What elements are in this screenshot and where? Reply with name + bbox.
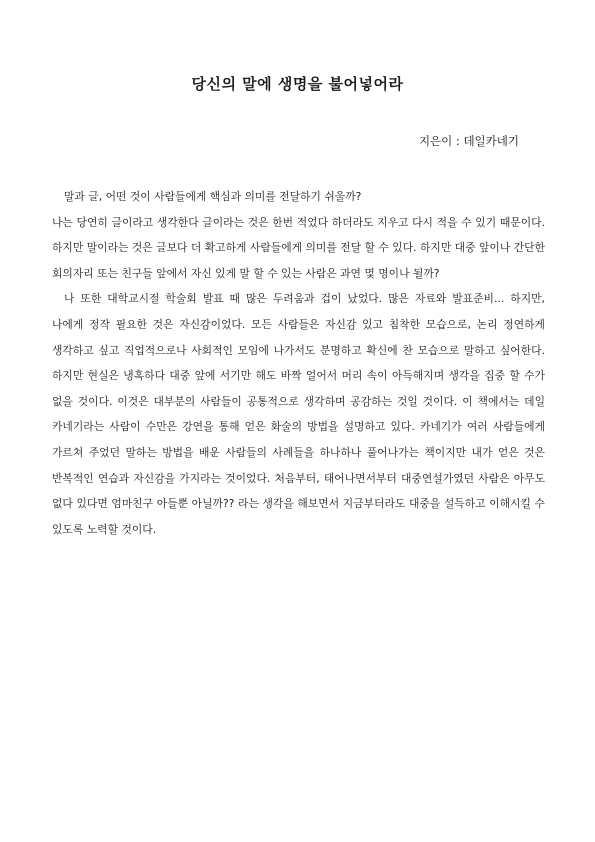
- paragraph-writing-vs-speaking: 나는 당연히 글이라고 생각한다 글이라는 것은 한번 적었다 하더라도 지우고 다시 적을 수 있기 때문이다. 하지만 말이라는 것은 글보다 더 확고하게 사람들에게 의미를 전달 할 수 있다. 하지만 대중 앞이나 간단한 회의자리 또는 친구들 앞에서 자신 있게 말 할 수 있는 사람은 과연 몇 명이나 될까?: [52, 215, 545, 280]
- document-body: [52, 184, 545, 542]
- author-line: 지은이 : 데일카네기: [418, 134, 519, 148]
- paragraph-personal-reflection: 나 또한 대학교시절 학술회 발표 때 많은 두려움과 겁이 났었다. 많은 자료와 발표준비... 하지만, 나에게 정작 필요한 것은 자신감이었다. 모든 사람들은 자신감 있고 침착한 모습으로, 논리 정연하게 생각하고 싶고 직업적으로나 사회적인 모임에 나가서도 분명하고 확신에 찬 모습으로 말하고 싶어한다. 하지만 현실은 냉혹하다 대중 앞에 서기만 해도 바짝 얼어서 머리 속이 아득해지며 생각을 집중 할 수가 없을 것이다. 이것은 대부분의 사람들이 공통적으로 생각하며 공감하는 것일 것이다. 이 책에서는 데일 카네기라는 사람이 수만은 강연을 통해 얻은 화술의 방법을 설명하고 있다. 카네기가 여러 사람들에게 가르쳐 주었던 말하는 방법을 배운 사람들의 사례들을 하나하나 풀어나가는 책이지만 내가 얻은 것은 반복적인 연습과 자신감을 가지라는 것이었다. 처음부터, 태어나면서부터 대중연설가였던 사람은 아무도 없다 있다면 엄마친구 아들뿐 아닐까?? 라는 생각을 해보면서 지금부터라도 대중을 설득하고 이해시킬 수 있도록 노력할 것이다.: [52, 292, 545, 536]
- paragraph-intro-question: 말과 글, 어떤 것이 사람들에게 핵심과 의미를 전달하기 쉬울까?: [64, 190, 362, 203]
- document-title: 당신의 말에 생명을 불어넣어라: [191, 75, 404, 93]
